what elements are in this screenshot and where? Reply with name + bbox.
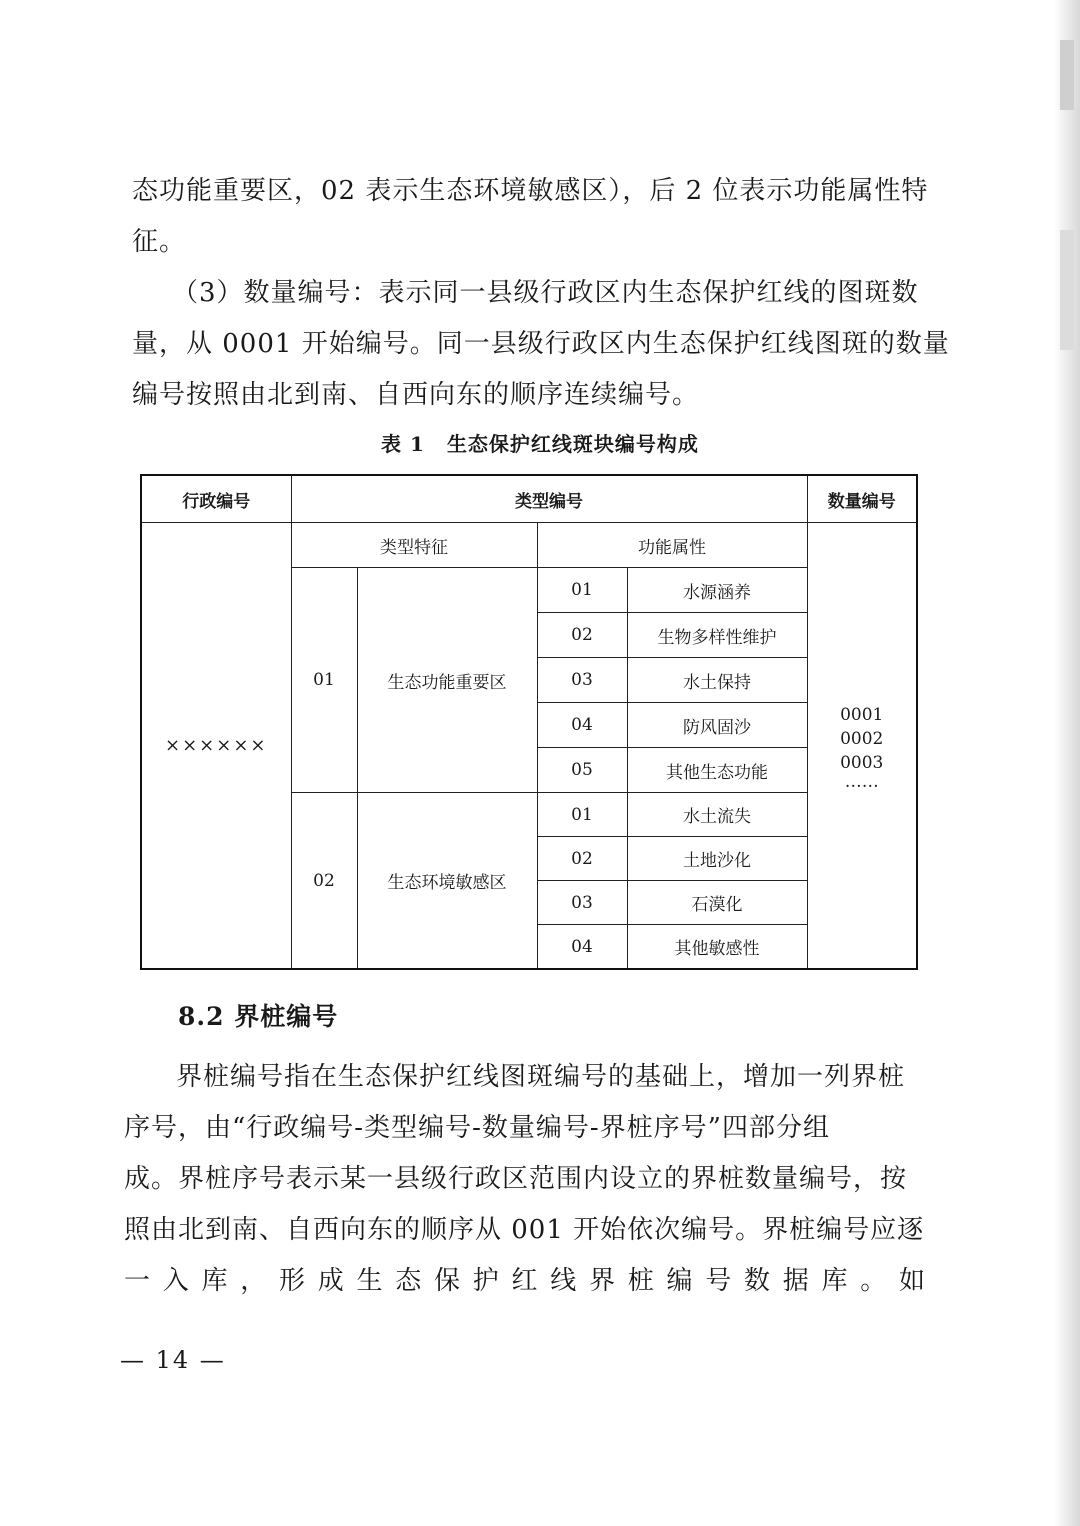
scan-edge-mark: [1060, 230, 1074, 350]
quantity-code: 0003: [840, 752, 884, 773]
header-type-code: 类型编号: [291, 475, 807, 523]
type-group-name: 生态功能重要区: [357, 568, 537, 793]
function-name: 石漠化: [627, 881, 807, 925]
header-quantity-code: 数量编号: [807, 475, 917, 523]
table-caption-title: 生态保护红线斑块编号构成: [446, 432, 699, 456]
section-title: 界桩编号: [234, 1002, 339, 1031]
function-code: 03: [537, 881, 627, 925]
function-name: 水土保持: [627, 658, 807, 703]
page-number: — 14 —: [120, 1346, 226, 1374]
function-name: 水源涵养: [627, 568, 807, 613]
text-line: 编号按照由北到南、自西向东的顺序连续编号。: [132, 380, 700, 410]
type-group-code: 02: [291, 793, 357, 969]
text-line: 界桩编号指在生态保护红线图斑编号的基础上，增加一列界桩: [176, 1062, 906, 1092]
admin-code-value: ××××××: [141, 523, 291, 969]
paragraph-boundary-marker: [124, 1052, 926, 1307]
text-line: 量，从 0001 开始编号。同一县级行政区内生态保护红线图斑的数量: [132, 329, 950, 359]
subheader-type-feature: 类型特征: [291, 523, 537, 568]
quantity-code-ellipsis: ……: [844, 771, 879, 792]
function-code: 04: [537, 703, 627, 748]
table-caption: [0, 428, 1080, 457]
code-structure-table: [140, 474, 918, 970]
section-heading: [178, 997, 338, 1033]
function-name: 水土流失: [627, 793, 807, 837]
function-code: 05: [537, 748, 627, 793]
function-name: 土地沙化: [627, 837, 807, 881]
function-code: 02: [537, 837, 627, 881]
text-line: （3）数量编号：表示同一县级行政区内生态保护红线的图斑数: [172, 278, 919, 308]
function-code: 01: [537, 793, 627, 837]
table-caption-label: 表 1: [381, 432, 425, 456]
function-code: 02: [537, 613, 627, 658]
text-line: 征。: [132, 227, 187, 257]
type-group-name: 生态环境敏感区: [357, 793, 537, 969]
quantity-code-list: [808, 703, 917, 792]
text-line: 序号，由“行政编号-类型编号-数量编号-界桩序号”四部分组: [124, 1113, 830, 1143]
quantity-code: 0001: [840, 704, 884, 725]
paragraph-quantity-code: [132, 268, 950, 421]
text-line: 成。界桩序号表示某一县级行政区范围内设立的界桩数量编号，按: [124, 1164, 908, 1194]
function-name: 防风固沙: [627, 703, 807, 748]
quantity-code: 0002: [840, 728, 884, 749]
function-code: 01: [537, 568, 627, 613]
header-admin-code: 行政编号: [141, 475, 291, 523]
paragraph-continued: [132, 166, 938, 268]
quantity-code-values: [807, 523, 917, 969]
scan-page-edge: [1054, 0, 1080, 1526]
scan-edge-mark: [1060, 40, 1074, 110]
function-code: 04: [537, 925, 627, 969]
function-name: 其他敏感性: [627, 925, 807, 969]
text-line: 照由北到南、自西向东的顺序从 001 开始依次编号。界桩编号应逐: [124, 1215, 925, 1245]
function-name: 生物多样性维护: [627, 613, 807, 658]
text-line: 态功能重要区，02 表示生态环境敏感区），后 2 位表示功能属性特: [132, 176, 929, 206]
subheader-function-attr: 功能属性: [537, 523, 807, 568]
type-group-code: 01: [291, 568, 357, 793]
text-line: 一入库，形成生态保护红线界桩编号数据库。如: [124, 1266, 926, 1296]
function-code: 03: [537, 658, 627, 703]
function-name: 其他生态功能: [627, 748, 807, 793]
section-number: 8.2: [178, 1002, 225, 1031]
